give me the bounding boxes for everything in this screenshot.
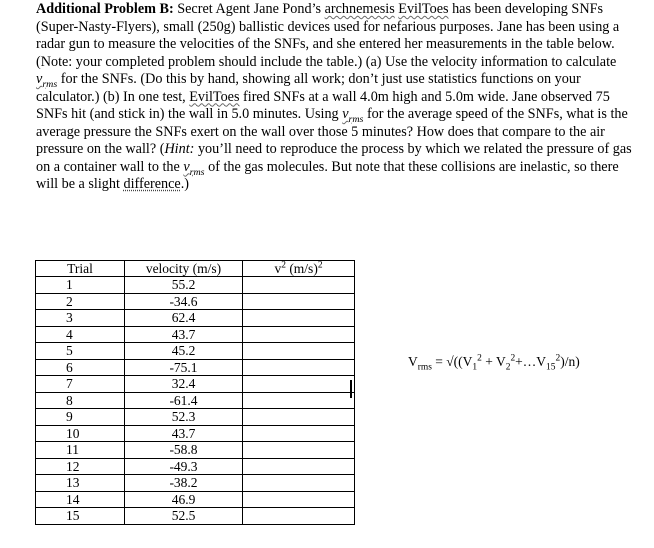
formula-equals-sqrt: = √((V [431,354,473,369]
vrms-symbol[interactable] [342,106,364,125]
table-row [36,442,355,459]
cell-trial[interactable]: 2 [36,293,125,310]
text-segment: for the average speed of the SNFs, what is the average pressure the SNFs exert on the wall over those 5 minutes? How does that compare to the air pressure on the wall? ( [36,106,628,157]
vrms-letter: v [342,106,349,122]
table-row [36,343,355,360]
table-row [36,277,355,294]
cell-velocity[interactable]: -75.1 [125,359,243,376]
table-row [36,458,355,475]
cell-trial[interactable]: 9 [36,409,125,426]
table-row [36,359,355,376]
cell-velocity[interactable]: 55.2 [125,277,243,294]
cell-velocity[interactable]: -61.4 [125,392,243,409]
table-row [36,491,355,508]
table-row [36,376,355,393]
vrms-subscript: rms [42,78,58,90]
header-unit-exponent: 2 [317,260,323,271]
formula-sup-15: 2 [555,353,561,364]
cell-velocity[interactable]: -58.8 [125,442,243,459]
formula-sup-1: 2 [477,353,482,364]
cell-velocity[interactable]: 46.9 [125,491,243,508]
cell-v-squared[interactable] [243,458,355,475]
vrms-subscript: rms [348,113,364,125]
cell-velocity[interactable]: 45.2 [125,343,243,360]
cell-velocity[interactable]: -49.3 [125,458,243,475]
cell-trial[interactable]: 1 [36,277,125,294]
cell-trial[interactable]: 8 [36,392,125,409]
table-row [36,425,355,442]
table-row [36,475,355,492]
cell-v-squared[interactable] [243,508,355,525]
table-row [36,409,355,426]
cell-v-squared[interactable] [243,392,355,409]
header-trial[interactable]: Trial [36,261,125,277]
vrms-symbol[interactable] [183,158,205,178]
cell-v-squared[interactable] [243,425,355,442]
table-row [36,508,355,525]
hint-label: Hint: [164,141,195,157]
cell-trial[interactable]: 6 [36,359,125,376]
cell-v-squared[interactable] [243,326,355,343]
cell-velocity[interactable]: 52.5 [125,508,243,525]
cell-trial[interactable]: 7 [36,376,125,393]
header-v-exponent: 2 [281,260,286,271]
spellcheck-word[interactable]: archnemesis [324,1,395,17]
header-v-letter: v [274,261,282,276]
text-segment: for the SNFs. (Do this by hand, showing all work; don’t just use statistics functions on your calculator.) (b) In one test, [36,71,581,105]
cell-trial[interactable]: 15 [36,508,125,525]
text-segment: you’ll need to reproduce the process by which we related the pressure of gas on a container wall to the [36,141,632,175]
problem-title: Additional Problem B: [36,1,174,17]
text-segment: fired SNFs at a wall 4.0m high and 5.0m wide. Jane observed 75 SNFs hit (and stick in) the wall in 5.0 minutes. Using [36,88,610,122]
cell-velocity[interactable]: 62.4 [125,310,243,327]
vrms-letter: v [36,71,43,87]
formula-sub-15: 15 [546,362,556,373]
cell-trial[interactable]: 14 [36,491,125,508]
vrms-formula [408,353,580,373]
text-segment: .) [180,176,190,192]
cell-v-squared[interactable] [243,491,355,508]
formula-v: V [408,354,418,369]
formula-sup-2: 2 [510,353,516,364]
cell-trial[interactable]: 12 [36,458,125,475]
cell-v-squared[interactable] [243,359,355,376]
vrms-letter: v [183,158,190,175]
spellcheck-word[interactable]: difference [123,176,181,192]
formula-sub-2: 2 [505,362,511,373]
text-segment: has been developing SNFs (Super-Nasty-Flyers), small (250g) ballistic devices used for nefarious purposes. Jane has been using a radar gun to measure the velocities of the SNFs, and she entered her measurements in the table below. (Note: your completed problem should include the table.) (a) Use the velocity information to calculate [36,1,620,70]
header-v-squared[interactable] [243,261,355,277]
cell-v-squared[interactable] [243,442,355,459]
table-row [36,293,355,310]
table-body [36,277,355,525]
cell-velocity[interactable]: 43.7 [125,425,243,442]
formula-ellipsis-v: +…V [515,354,547,369]
cell-v-squared[interactable] [243,310,355,327]
cell-velocity[interactable]: 32.4 [125,376,243,393]
cell-v-squared[interactable] [243,277,355,294]
spellcheck-word[interactable]: EvilToes [398,1,449,17]
cell-v-squared[interactable] [243,475,355,492]
cell-v-squared[interactable] [243,343,355,360]
text-cursor [350,380,352,398]
formula-rms-subscript: rms [417,362,432,373]
header-velocity[interactable]: velocity (m/s) [125,261,243,277]
cell-velocity[interactable]: 43.7 [125,326,243,343]
header-v-unit: (m/s) [285,261,318,276]
text-segment: of the gas molecules. But note that these collisions are inelastic, so there will be a slight [36,158,619,192]
cell-trial[interactable]: 3 [36,310,125,327]
formula-sub-1: 1 [472,362,478,373]
vrms-symbol[interactable] [36,71,58,90]
vrms-subscript: rms [189,166,205,178]
cell-velocity[interactable]: -38.2 [125,475,243,492]
table-header-row [36,261,355,277]
cell-v-squared[interactable] [243,293,355,310]
cell-trial[interactable]: 5 [36,343,125,360]
problem-text [36,1,636,194]
table-row [36,326,355,343]
cell-trial[interactable]: 13 [36,475,125,492]
spellcheck-word[interactable]: EvilToes [189,88,240,105]
cell-v-squared[interactable] [243,409,355,426]
formula-plus-v2: + V [481,354,506,369]
text-segment: Secret Agent Jane Pond’s [173,1,325,17]
table-row [36,310,355,327]
cell-velocity[interactable]: -34.6 [125,293,243,310]
table-row [36,392,355,409]
cell-v-squared[interactable] [243,376,355,393]
cell-trial[interactable]: 11 [36,442,125,459]
cell-trial[interactable]: 4 [36,326,125,343]
cell-trial[interactable]: 10 [36,425,125,442]
formula-end: )/n) [560,354,580,369]
cell-velocity[interactable]: 52.3 [125,409,243,426]
velocity-table[interactable] [35,260,355,525]
